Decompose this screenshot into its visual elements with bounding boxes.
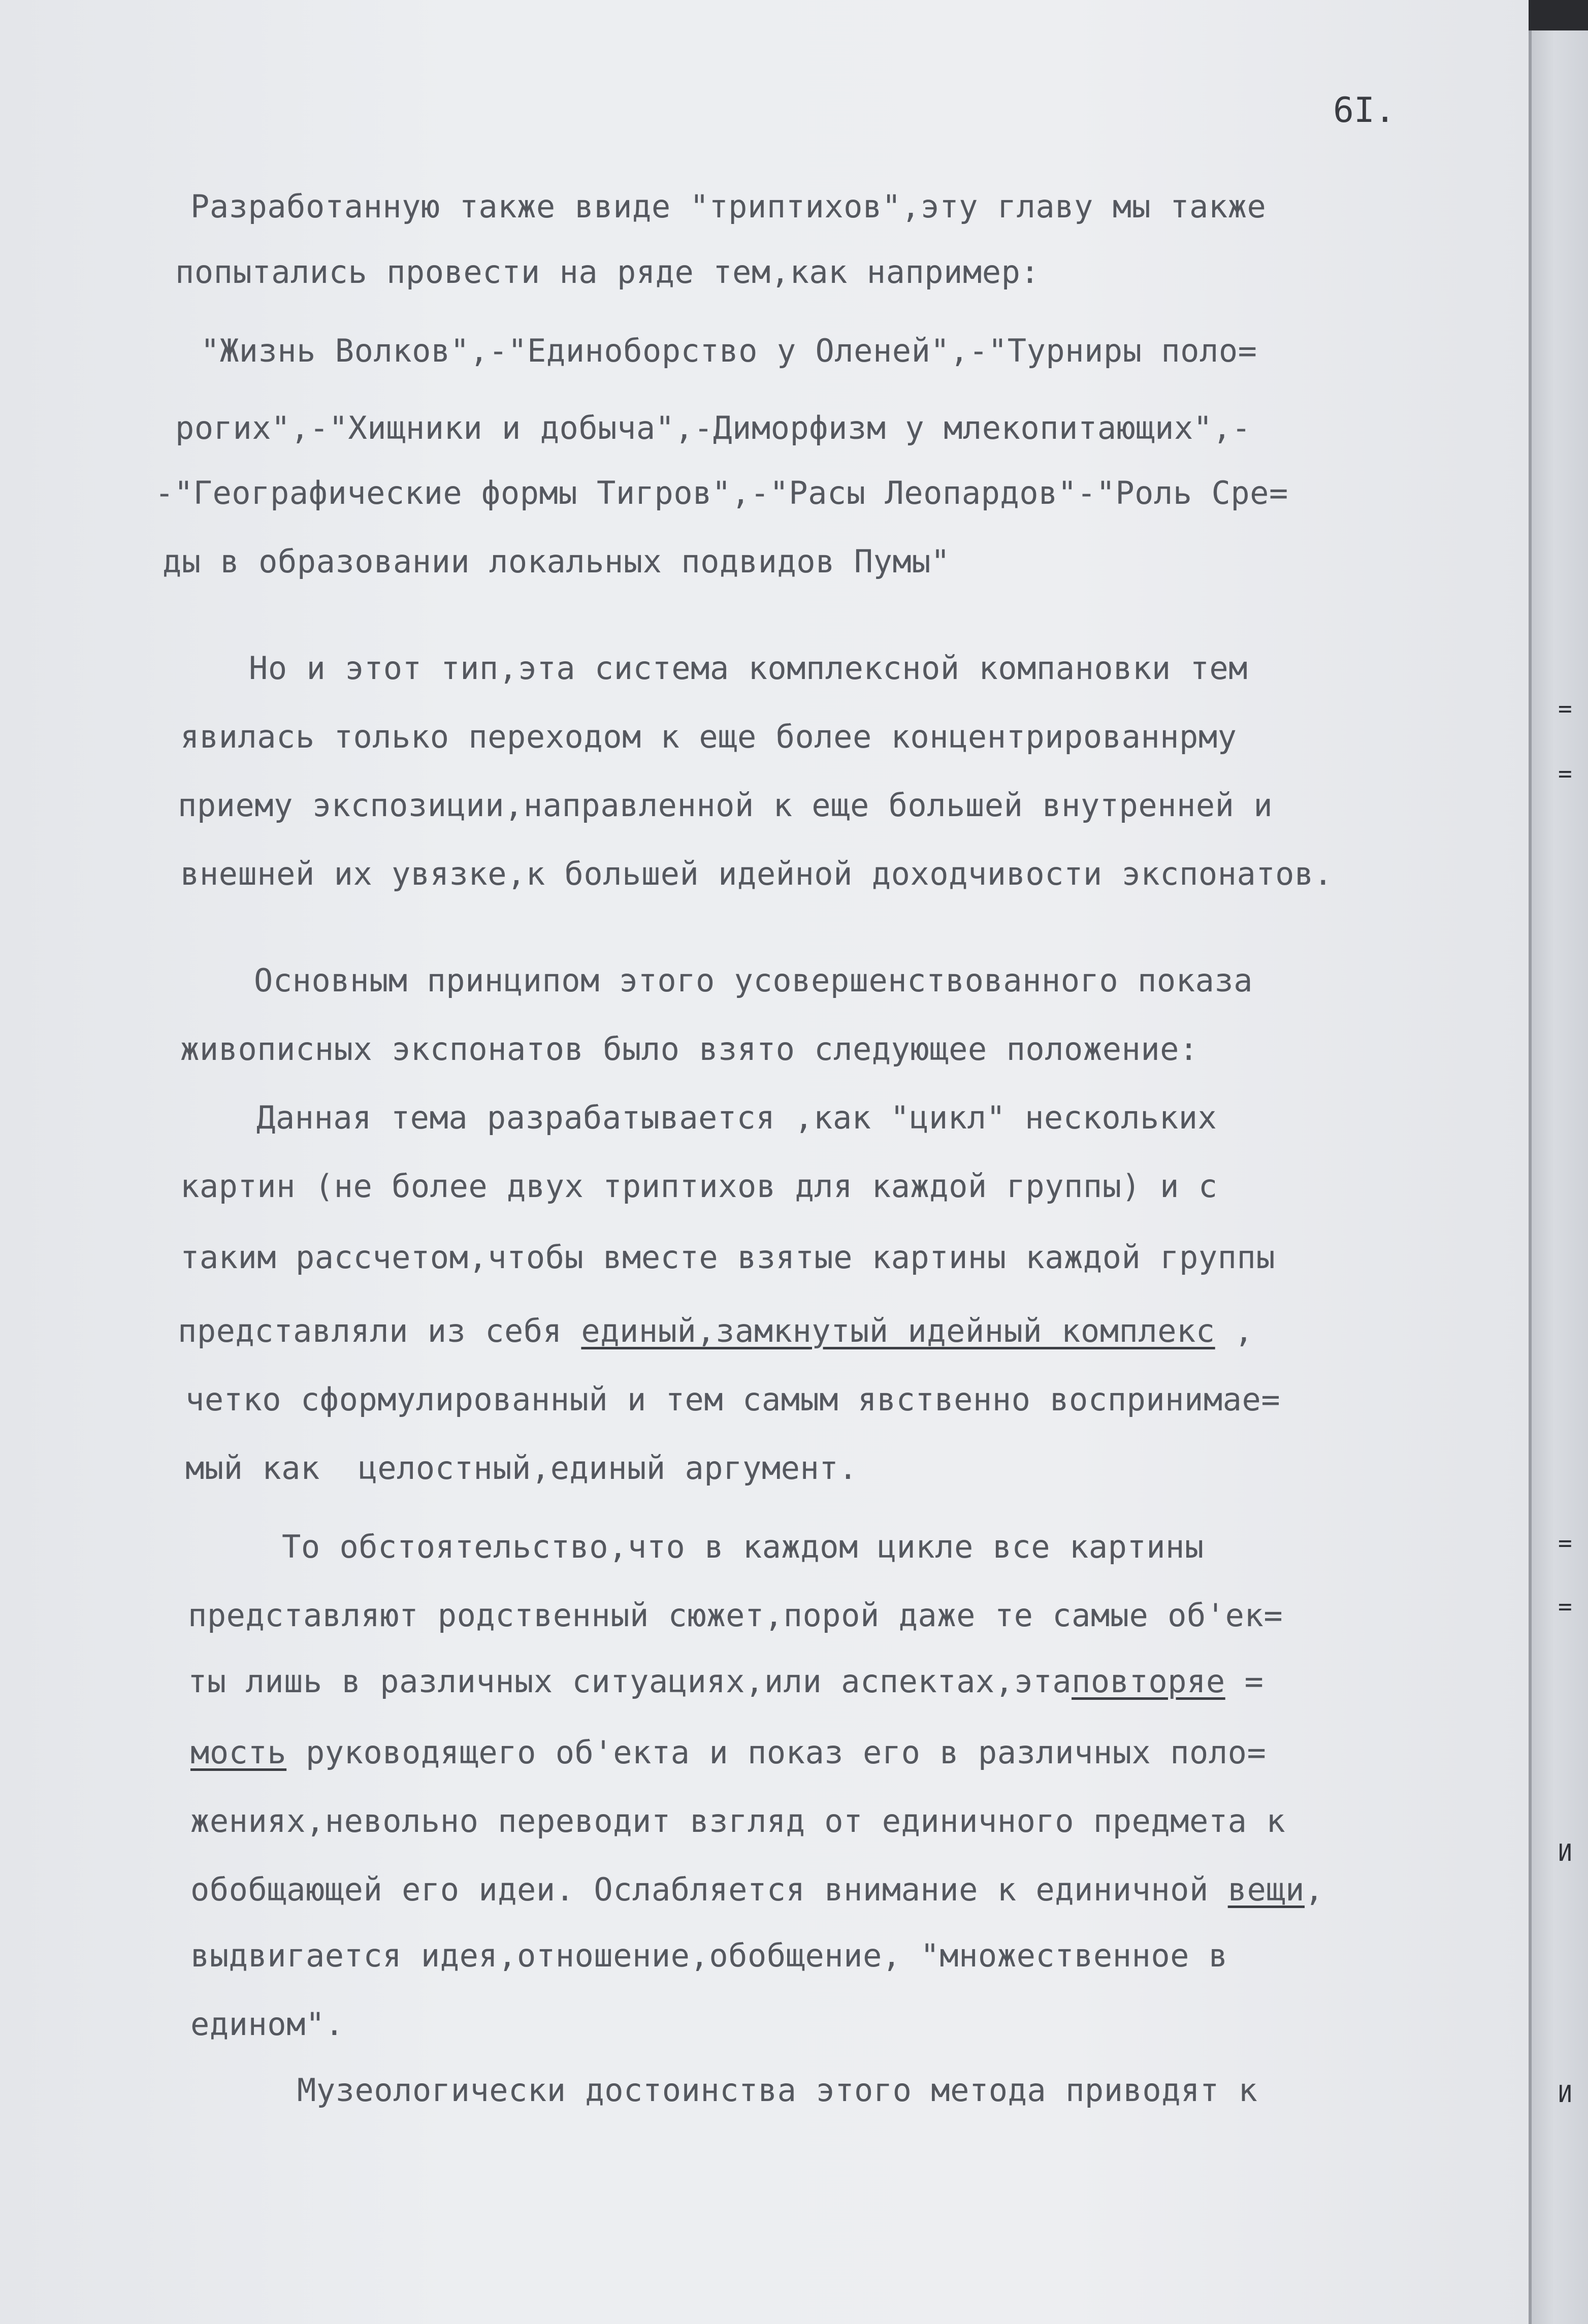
- underlying-sheet: [1529, 30, 1588, 2324]
- margin-mark: И: [1558, 2080, 1572, 2108]
- text-line-6: ды в образовании локальных подвидов Пумы": [163, 543, 950, 580]
- text-line-24: [190, 1871, 1324, 1908]
- page-number: 6I.: [1333, 90, 1396, 131]
- margin-mark: =: [1558, 760, 1572, 787]
- text-line-7: Но и этот тип,эта система комплексной компановки тем: [249, 650, 1248, 687]
- text-line-5: -"Географические формы Тигров",-"Расы Леопардов"-"Роль Сре=: [155, 474, 1288, 511]
- text-line-25: выдвигается идея,отношение,обобщение, "множественное в: [190, 1937, 1228, 1974]
- text-line-12: живописных экспонатов было взято следующее положение:: [180, 1030, 1198, 1068]
- text-segment: руководящего об'екта и показ его в различных поло=: [286, 1734, 1267, 1771]
- text-line-18: мый как целостный,единый аргумент.: [185, 1449, 858, 1487]
- margin-mark: =: [1558, 1593, 1572, 1620]
- margin-mark: И: [1558, 1839, 1572, 1866]
- text-line-27: Музеологически достоинства этого метода приводят к: [297, 2072, 1258, 2109]
- underlined-word: мость: [190, 1734, 287, 1771]
- text-line-9: приему экспозиции,направленной к еще большей внутренней и: [178, 787, 1273, 824]
- text-segment: представляли из себя: [178, 1312, 581, 1349]
- text-segment: ты лишь в различных ситуациях,или аспектах,эта: [188, 1663, 1072, 1700]
- underlined-word: вещи: [1227, 1871, 1305, 1908]
- text-segment: ,: [1215, 1312, 1254, 1349]
- text-segment: обобщающей его идеи. Ослабляется внимание к единичной: [190, 1871, 1228, 1908]
- margin-mark: =: [1558, 695, 1572, 722]
- text-line-11: Основным принципом этого усовершенствованного показа: [254, 962, 1253, 999]
- text-line-8: явилась только переходом к еще более концентрированнрму: [180, 718, 1237, 755]
- text-segment: =: [1225, 1663, 1264, 1700]
- text-line-19: То обстоятельство,что в каждом цикле все картины: [282, 1528, 1204, 1565]
- background-corner: [1529, 0, 1588, 30]
- text-line-2: попытались провести на ряде тем,как например:: [175, 253, 1040, 291]
- text-line-23: жениях,невольно переводит взгляд от единичного предмета к: [190, 1802, 1286, 1839]
- text-line-13: Данная тема разрабатывается ,как "цикл" нескольких: [256, 1099, 1217, 1136]
- text-segment: ,: [1304, 1871, 1324, 1908]
- text-line-15: таким рассчетом,чтобы вместе взятые картины каждой группы: [180, 1239, 1276, 1276]
- text-line-17: четко сформулированный и тем самым явственно воспринимае=: [185, 1381, 1281, 1418]
- text-line-20: представляют родственный сюжет,порой даже те самые об'ек=: [188, 1597, 1283, 1634]
- text-line-4: рогих",-"Хищники и добыча",-Диморфизм у млекопитающих",-: [175, 409, 1251, 446]
- text-line-21: [188, 1663, 1264, 1700]
- text-line-10: внешней их увязке,к большей идейной доходчивости экспонатов.: [180, 855, 1333, 892]
- text-line-3: "Жизнь Волков",-"Единоборство у Оленей",-"Турниры поло=: [201, 332, 1257, 369]
- text-line-22: [190, 1734, 1267, 1771]
- text-line-16: [178, 1312, 1254, 1349]
- text-line-1: Разработанную также ввиде "триптихов",эту главу мы также: [190, 188, 1267, 225]
- margin-mark: =: [1558, 1529, 1572, 1557]
- underlined-word: повторяе: [1072, 1663, 1225, 1700]
- underlined-phrase: единый,замкнутый идейный комплекс: [581, 1312, 1215, 1349]
- text-line-14: картин (не более двух триптихов для каждой группы) и с: [180, 1168, 1218, 1205]
- text-line-26: едином".: [190, 2006, 344, 2043]
